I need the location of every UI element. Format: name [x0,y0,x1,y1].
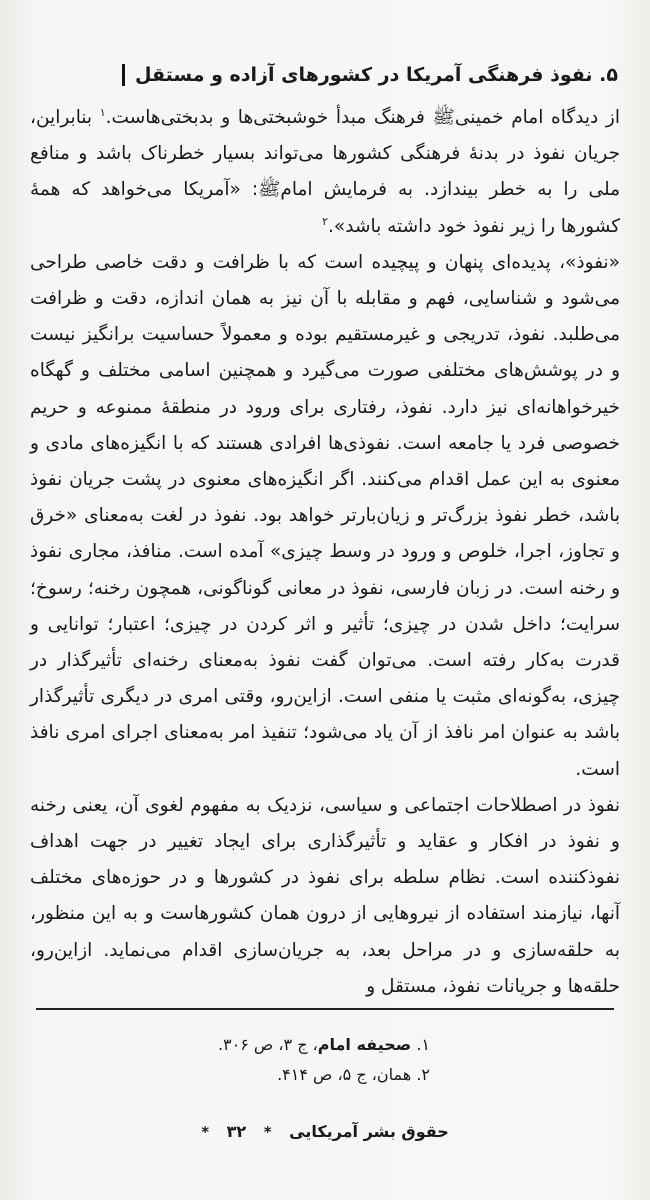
footnote-2-number: ۲. [416,1065,430,1084]
paragraph-2: «نفوذ»، پدیده‌ای پنهان و پیچیده است که با ظرافت و دقت خاصی طراحی می‌شود و شناسایی، فهم و مقابله با آن نیز به همان اندازه، دقت و ظرافت می‌طلبد. نفوذ، تدریجی و غیرمستقیم بوده و معمولاً حساسیت برانگیز نیست و در پوشش‌های مختلفی صورت می‌گیرد و همچنین اسامی مختلف و گهگاه خیرخواهانه‌ای نیز دارد. نفوذ، رفتاری برای ورود در منطقهٔ ممنوعه و حریم خصوصی فرد یا جامعه است. نفوذی‌ها افرادی هستند که با انگیزه‌های مادی و معنوی به این عمل اقدام می‌کنند. اگر انگیزه‌های معنوی در پشت جریان نفوذ باشد، خطر نفوذ بزرگ‌تر و زیان‌بارتر خواهد بود. نفوذ در لغت به‌معنای «خرق و تجاوز، اجرا، خلوص و ورود در وسط چیزی» آمده است. منافذ، مجاری نفوذ و رخنه است. در زبان فارسی، نفوذ در معانی گوناگونی، همچون رخنه؛ رسوخ؛ سرایت؛ داخل شدن در چیزی؛ تأثیر و اثر کردن در چیزی؛ اعتبار؛ توانایی و قدرت به‌کار رفته است. می‌توان گفت نفوذ به‌معنای رخنه‌ای تأثیرگذار در چیزی، به‌گونه‌ای مثبت یا منفی است. ازاین‌رو، وقتی امری در دیگری تأثیرگذار باشد به عنوان امر نافذ از آن یاد می‌شود؛ تنفیذ امر به‌معنای اجرای امری نافذ است. [30,251,620,780]
paragraph-3: نفوذ در اصطلاحات اجتماعی و سیاسی، نزدیک به مفهوم لغوی آن، یعنی رخنه و نفوذ در افکار و عقاید و تأثیرگذاری برای ایجاد تغییر در جهت اهداف نفوذکننده است. نظام سلطه برای نفوذ در کشورها و در حوزه‌های مختلف آنها، نیازمند استفاده از نیروهایی از درون همان کشورهاست و به این منظور، به حلقه‌سازی و در مراحل بعد، به جریان‌سازی اقدام می‌نماید. ازاین‌رو، حلقه‌ها و جریانات نفوذ، مستقل و [30,794,620,997]
footnote-separator-line [36,1008,614,1010]
footnote-1-number: ۱. [416,1035,430,1054]
footnote-1-source: صحیفه امام [317,1035,412,1054]
paragraph-1 [30,100,620,245]
footer-star-left: * [263,1123,272,1141]
paragraph-1-part-2: بنابراین، جریان نفوذ در بدنهٔ فرهنگی کشورها می‌تواند بسیار خطرناک باشد و منافع ملی را به خطر بیندازد. به فرمایش امامﷺ: «آمریکا می‌خواهد که همهٔ کشورها را زیر نفوذ خود داشته باشد». [30,107,620,237]
footnote-1-detail: ، ج ۳، ص ۳۰۶. [217,1035,318,1054]
footer-star-right: * [201,1123,210,1141]
section-heading: ۵. نفوذ فرهنگی آمریکا در کشورهای آزاده و مستقل [135,64,618,86]
footnote-2-source: همان [376,1065,412,1084]
heading-bar-divider [122,64,125,86]
footnote-2-detail: ، ج ۵، ص ۴۱۴. [277,1065,377,1084]
footnote-1 [130,1030,430,1060]
footnote-ref-2: ۲ [322,214,329,228]
section-heading-row [40,62,618,88]
body-text [30,100,620,1005]
paragraph-1-part-1: از دیدگاه امام خمینیﷺ فرهنگ مبدأ خوشبختی‌ها و بدبختی‌هاست. [105,107,620,128]
page-footer [0,1122,650,1141]
footer-book-title: حقوق بشر آمریکایی [289,1122,449,1141]
footnote-ref-1: ۱ [99,105,106,119]
footnotes [130,1030,430,1090]
footnote-2 [130,1060,430,1090]
page-number: ۳۲ [226,1122,247,1141]
